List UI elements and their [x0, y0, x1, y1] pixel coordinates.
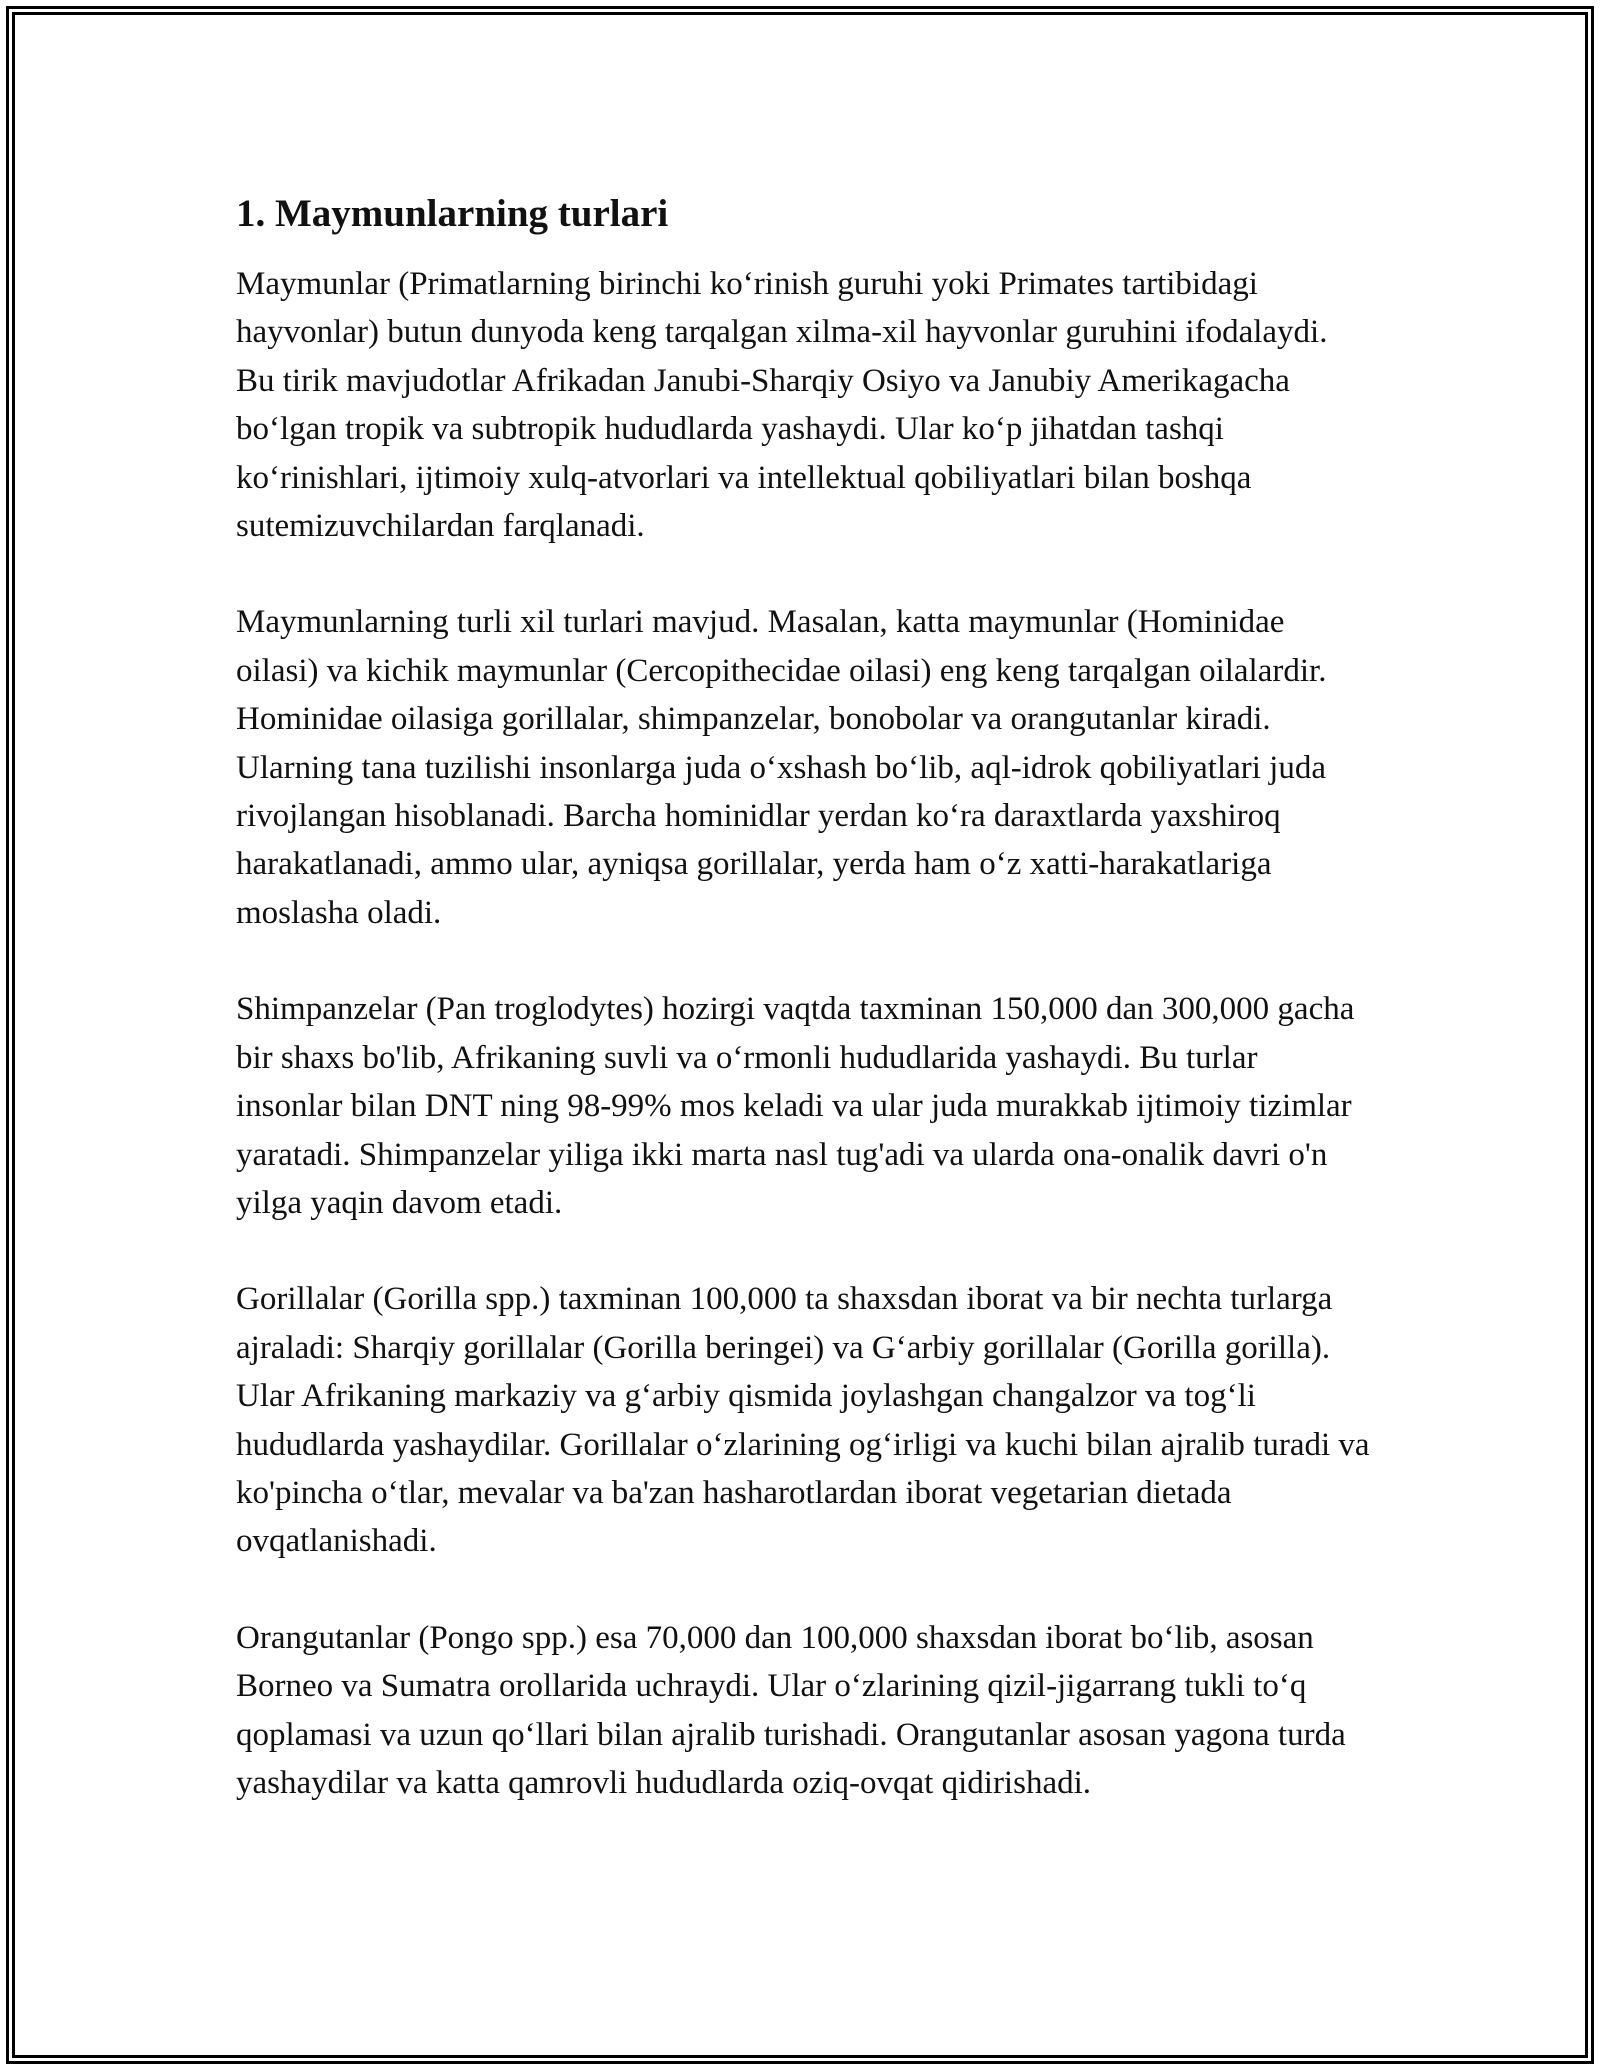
paragraph-orangutans: Orangutanlar (Pongo spp.) esa 70,000 dan 100,000 shaxsdan iborat bo‘lib, asosan Borneo va Sumatra orollarida uchraydi. Ular o‘zlarining qizil-jigarrang tukli to‘q qoplamasi va uzun qo‘llari bilan ajralib turishadi. Orangutanlar asosan yagona turda yashaydilar va katta qamrovli hududlarda oziq-ovqat qidirishadi.	[236, 1619, 1346, 1801]
paragraph-intro: Maymunlar (Primatlarning birinchi ko‘rinish guruhi yoki Primates tartibidagi hayvonlar) butun dunyoda keng tarqalgan xilma-xil hayvonlar guruhini ifodalaydi. Bu tirik mavjudotlar Afrikadan Janubi-Sharqiy Osiyo va Janubiy Amerikagacha bo‘lgan tropik va subtropik hududlarda yashaydi. Ular ko‘p jihatdan tashqi ko‘rinishlari, ijtimoiy xulq-atvorlari va intellektual qobiliyatlari bilan boshqa sutemizuvchilardan farqlanadi.	[236, 266, 1328, 545]
paragraph-families: Maymunlarning turli xil turlari mavjud. Masalan, katta maymunlar (Hominidae oilasi) va kichik maymunlar (Cercopithecidae oilasi) eng keng tarqalgan oilalardir. Hominidae oilasiga gorillalar, shimpanzelar, bonobolar va orangutanlar kiradi. Ularning tana tuzilishi insonlarga juda o‘xshash bo‘lib, aql-idrok qobiliyatlari juda rivojlangan hisoblanadi. Barcha hominidlar yerdan ko‘ra daraxtlarda yaxshiroq harakatlanadi, ammo ular, ayniqsa gorillalar, yerda ham o‘z xatti-harakatlariga moslasha oladi.	[236, 604, 1327, 931]
section-heading: 1. Maymunlarning turlari	[236, 192, 669, 235]
paragraph-chimpanzees: Shimpanzelar (Pan troglodytes) hozirgi vaqtda taxminan 150,000 dan 300,000 gacha bir shaxs bo'lib, Afrikaning suvli va o‘rmonli hududlarida yashaydi. Bu turlar insonlar bilan DNT ning 98-99% mos keladi va ular juda murakkab ijtimoiy tizimlar yaratadi. Shimpanzelar yiliga ikki marta nasl tug'adi va ularda ona-onalik davri o'n yilga yaqin davom etadi.	[236, 991, 1355, 1221]
document-body	[236, 188, 1372, 1807]
paragraph-gorillas: Gorillalar (Gorilla spp.) taxminan 100,000 ta shaxsdan iborat va bir nechta turlarga ajraladi: Sharqiy gorillalar (Gorilla beringei) va G‘arbiy gorillalar (Gorilla gorilla). Ular Afrikaning markaziy va g‘arbiy qismida joylashgan changalzor va tog‘li hududlarda yashaydilar. Gorillalar o‘zlarining og‘irligi va kuchi bilan ajralib turadi va ko'pincha o‘tlar, mevalar va ba'zan hasharotlardan iborat vegetarian dietada ovqatlanishadi.	[236, 1281, 1370, 1560]
